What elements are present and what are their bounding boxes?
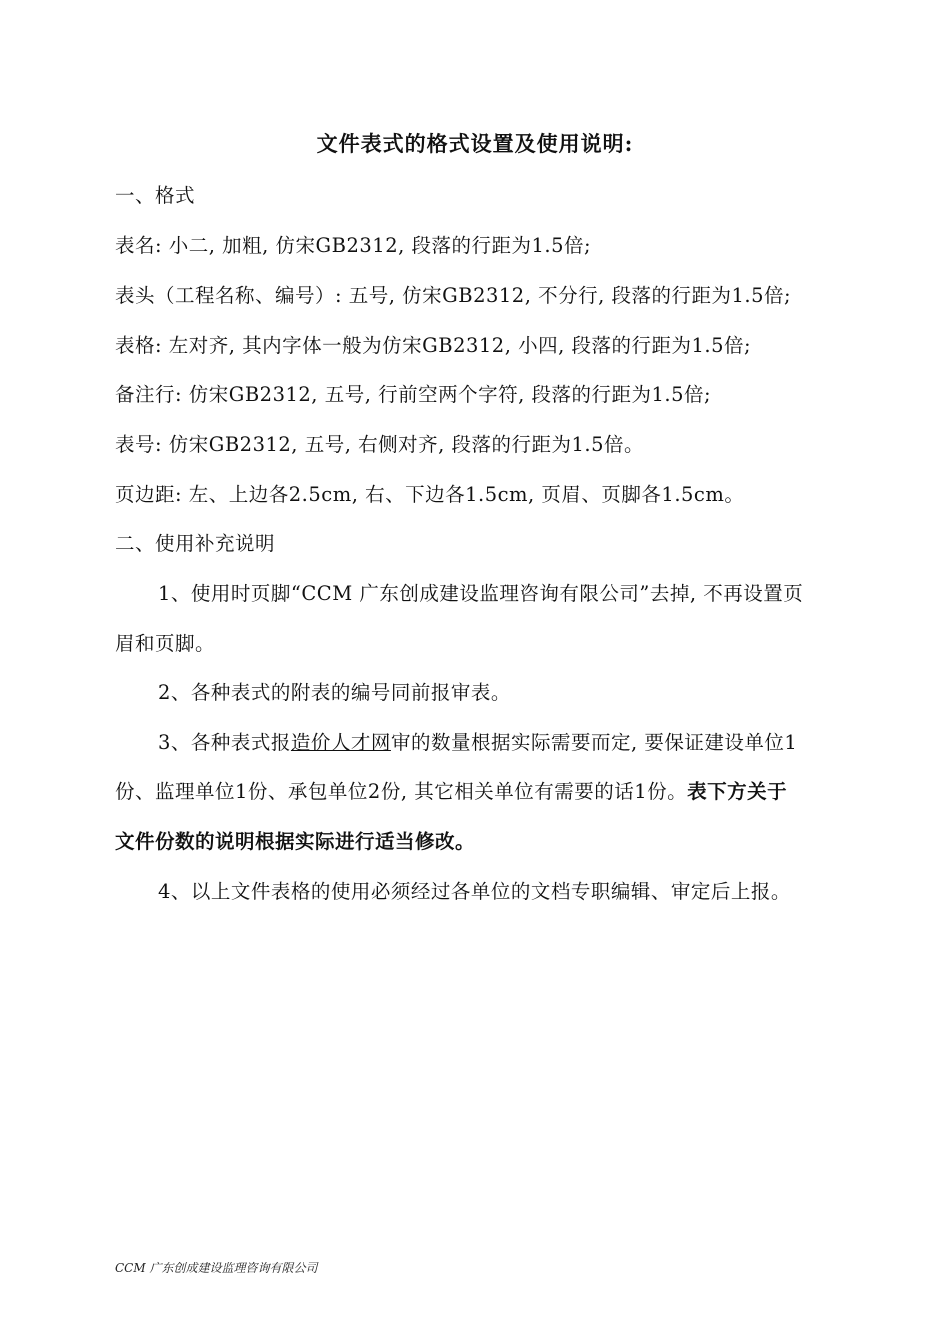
format-item-table-body: 表格: 左对齐, 其内字体一般为仿宋GB2312, 小四, 段落的行距为1.5倍; [115, 334, 752, 357]
cost-talent-network-link[interactable]: 造价人才网 [290, 731, 391, 754]
note-2: 2、各种表式的附表的编号同前报审表。 [158, 681, 511, 704]
format-item-table-name: 表名: 小二, 加粗, 仿宋GB2312, 段落的行距为1.5倍; [115, 234, 592, 257]
section-1-heading: 一、格式 [115, 184, 196, 207]
note-1-line-2: 眉和页脚。 [115, 632, 216, 655]
section-2-heading: 二、使用补充说明 [115, 532, 276, 555]
page-footer: CCM 广东创成建设监理咨询有限公司 [115, 1261, 318, 1275]
note-3-text-before-link: 3、各种表式报 [158, 731, 291, 754]
note-4: 4、以上文件表格的使用必须经过各单位的文档专职编辑、审定后上报。 [158, 880, 791, 903]
note-3-line-1 [158, 727, 797, 755]
format-item-remark-row: 备注行: 仿宋GB2312, 五号, 行前空两个字符, 段落的行距为1.5倍; [115, 383, 712, 406]
note-3-bold-start: 表下方关于 [687, 780, 788, 803]
document-title: 文件表式的格式设置及使用说明: [316, 131, 634, 156]
note-3-line-2 [115, 776, 787, 804]
note-3-line-3-bold: 文件份数的说明根据实际进行适当修改。 [115, 830, 476, 853]
note-3-text-after-link: 审的数量根据实际需要而定, 要保证建设单位1 [390, 731, 798, 754]
note-3-copies-text: 份、监理单位1份、承包单位2份, 其它相关单位有需要的话1份。 [115, 780, 688, 803]
format-item-page-margins: 页边距: 左、上边各2.5cm, 右、下边各1.5cm, 页眉、页脚各1.5cm。 [115, 483, 745, 506]
format-item-table-number: 表号: 仿宋GB2312, 五号, 右侧对齐, 段落的行距为1.5倍。 [115, 433, 645, 456]
format-item-table-header: 表头（工程名称、编号）: 五号, 仿宋GB2312, 不分行, 段落的行距为1.5倍; [115, 284, 792, 307]
note-1-line-1: 1、使用时页脚“CCM 广东创成建设监理咨询有限公司”去掉, 不再设置页 [158, 582, 804, 605]
